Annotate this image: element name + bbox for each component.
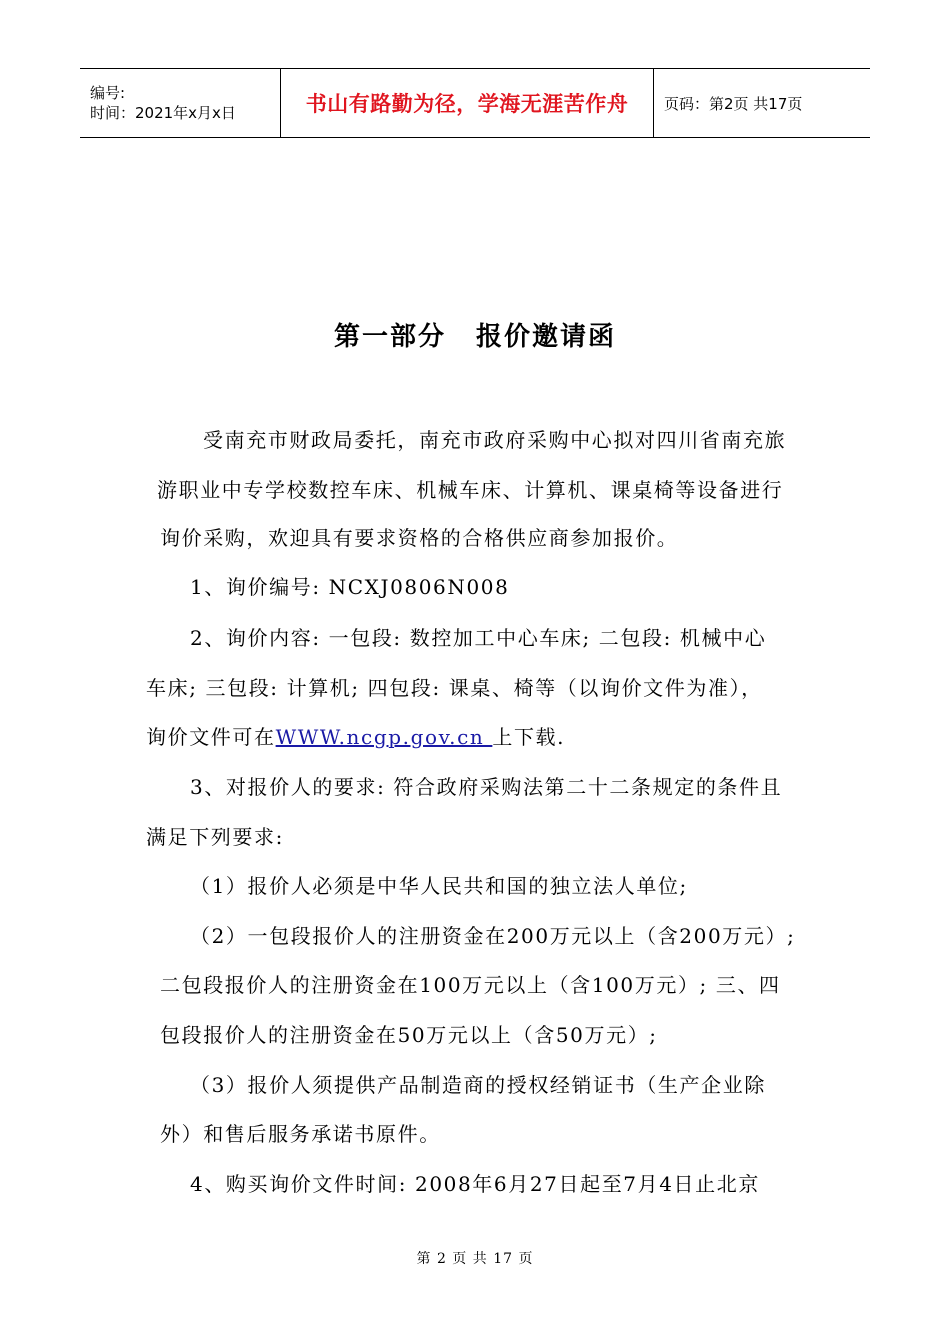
body-line: 二包段报价人的注册资金在100万元以上（含100万元）; 三、四 [160, 973, 781, 997]
header-table [80, 68, 870, 138]
download-line [146, 721, 565, 750]
body-line: （1）报价人必须是中华人民共和国的独立法人单位; [190, 874, 688, 898]
time-label: 时间：2021年x月x日 [90, 104, 236, 122]
title-part: 第一部分 [333, 322, 446, 352]
footer-page-text: 第 2 页 共 17 页 [416, 1251, 534, 1267]
page-footer [0, 1248, 950, 1268]
body-line: （3）报价人须提供产品制造商的授权经销证书（生产企业除 [190, 1073, 766, 1097]
title-name: 报价邀请函 [476, 322, 617, 352]
body-line: 游职业中专学校数控车床、机械车床、计算机、课桌椅等设备进行 [157, 478, 784, 502]
page-label: 页码：第2页 共17页 [664, 94, 803, 113]
download-suffix: 上下载. [492, 725, 566, 749]
download-link[interactable]: WWW.ncgp.gov.cn [275, 725, 493, 749]
header-page [654, 69, 870, 137]
body-line: 包段报价人的注册资金在50万元以上（含50万元）; [160, 1023, 658, 1047]
body-line: 1、询价编号: NCXJ0806N008 [190, 575, 510, 599]
body-line: 车床; 三包段: 计算机; 四包段: 课桌、椅等（以询价文件为准）， [146, 676, 763, 700]
motto-text: 书山有路勤为径，学海无涯苦作舟 [305, 92, 629, 116]
body-line: 2、询价内容: 一包段: 数控加工中心车床; 二包段: 机械中心 [190, 626, 767, 650]
body-line: 满足下列要求: [146, 825, 284, 849]
body-line: 外）和售后服务承诺书原件。 [160, 1122, 441, 1146]
body-line: （2）一包段报价人的注册资金在200万元以上（含200万元）; [190, 924, 796, 948]
body-line: 3、对报价人的要求: 符合政府采购法第二十二条规定的条件且 [190, 775, 783, 799]
body-line: 4、购买询价文件时间: 2008年6月27日起至7月4日止北京 [190, 1172, 760, 1196]
download-prefix: 询价文件可在 [146, 725, 276, 749]
header-meta [80, 69, 281, 137]
page-title [0, 316, 950, 353]
header-motto [281, 69, 654, 137]
number-label: 编号: [90, 84, 126, 102]
body-line: 受南充市财政局委托，南充市政府采购中心拟对四川省南充旅 [203, 428, 787, 452]
body-line: 询价采购，欢迎具有要求资格的合格供应商参加报价。 [160, 526, 679, 550]
